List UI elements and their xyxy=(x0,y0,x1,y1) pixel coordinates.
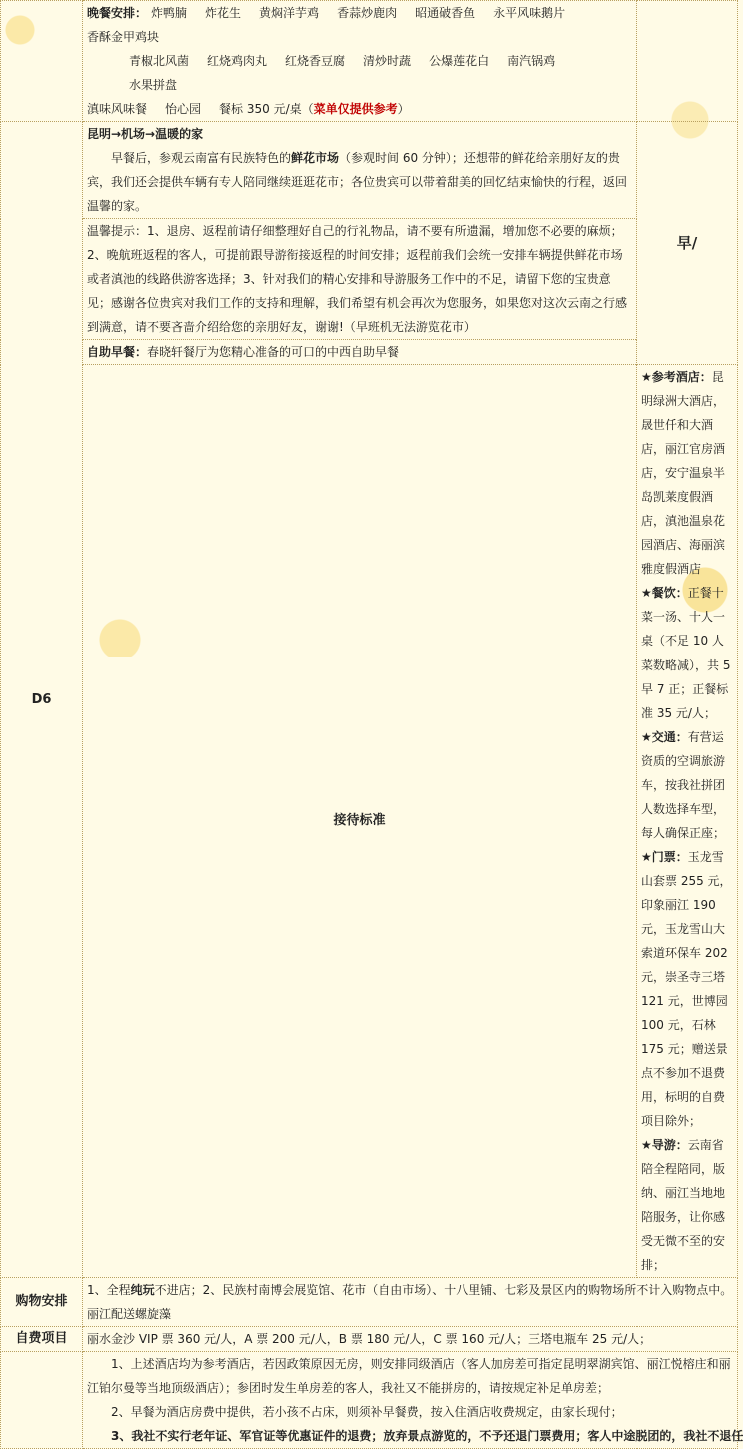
dish: 滇味风味餐 xyxy=(87,102,148,116)
note-3: 3、我社不实行老年证、军官证等优惠证件的退费；放弃景点游览的，不予还退门票费用；客人中途脱团的，我社不退任 xyxy=(111,1429,743,1443)
breakfast-label: 自助早餐： xyxy=(87,345,148,359)
standards-cell xyxy=(637,365,738,1278)
dinner-label: 晚餐安排： xyxy=(87,6,148,20)
breakfast-text: 春晓轩餐厅为您精心准备的可口的中西自助早餐 xyxy=(147,345,400,359)
day-6-paragraph: 早餐后，参观云南富有民族特色的鲜花市场（参观时间 60 分钟）；还想带的鲜花给亲朋好友的贵宾，我们还会提供车辆有专人陪同继续逛逛花市；各位贵宾可以带着甜美的回忆结束愉快的行程，返回温馨的家。 xyxy=(87,151,628,213)
shopping-cell: 1、全程纯玩不进店；2、民族村南博会展览馆、花市（自由市场）、十八里铺、七彩及景区内的购物场所不计入购物点中。丽江配送螺旋藻 xyxy=(83,1278,738,1327)
guide-line: ★导游：云南省陪全程陪同，版纳、丽江当地地陪服务，让你感受无微不至的安排； xyxy=(641,1138,726,1272)
standards-label: 接待标准 xyxy=(83,365,637,1278)
dish: 炸鸭腩 xyxy=(151,6,188,20)
dish: 青椒北风菌 xyxy=(129,54,190,68)
dinner-row xyxy=(1,1,738,122)
notes-row xyxy=(1,1352,738,1449)
shopping-label: 购物安排 xyxy=(1,1278,83,1327)
meal-line: ★餐饮：正餐十菜一汤、十人一桌（不足 10 人菜数略减），共 5 早 7 正；正餐标准 35 元/人； xyxy=(641,586,731,720)
tips-row xyxy=(1,219,738,340)
empty-meal-cell xyxy=(637,1,738,122)
dish: 香酥金甲鸡块 xyxy=(87,30,160,44)
note-1: 1、上述酒店均为参考酒店，若因政策原因无房，则安排同级酒店（客人加房差可指定昆明翠湖宾馆、丽江悦榕庄和丽江铂尔曼等当地顶级酒店）；参团时发生单房差的客人，我社又不能拼房的，请按规定补足单房差； xyxy=(87,1357,731,1395)
tips-cell: 温馨提示：1、退房、返程前请仔细整理好自己的行礼物品，请不要有所遗漏，增加您不必要的麻烦；2、晚航班返程的客人，可提前跟导游衔接返程的时间安排；返程前我们会统一安排车辆提供鲜花市场或者滇池的线路供游客选择；3、针对我们的精心安排和导游服务工作中的不足，请留下您的宝贵意见；感谢各位贵宾对我们工作的支持和理解，我们希望有机会再次为您服务，如果您对这次云南之行感到满意，请不要吝啬介绍给您的亲朋好友，谢谢!（早班机无法游览花市） xyxy=(83,219,637,340)
dish: 南汽锅鸡 xyxy=(507,54,556,68)
dish: 红烧香豆腐 xyxy=(285,54,346,68)
dinner-line-1 xyxy=(87,1,632,49)
optional-row xyxy=(1,1327,738,1352)
day-6-row xyxy=(1,122,738,219)
dish: 香蒜炒鹿肉 xyxy=(337,6,398,20)
dish: 炸花生 xyxy=(205,6,242,20)
hotel-line: ★参考酒店：昆明绿洲大酒店，晟世仟和大酒店，丽江官房酒店，安宁温泉半岛凯莱度假酒店，滇池温泉花园酒店、海丽滨雅度假酒店 xyxy=(641,370,726,576)
breakfast-cell xyxy=(83,340,637,365)
shopping-row xyxy=(1,1278,738,1327)
day-6-intro-cell xyxy=(83,122,637,219)
dinner-cell xyxy=(83,1,637,122)
dish: 黄焖洋芋鸡 xyxy=(259,6,320,20)
notes-empty-label xyxy=(1,1352,83,1449)
note-2: 2、早餐为酒店房费中提供，若小孩不占床，则须补早餐费，按入住酒店收费规定，由家长现付； xyxy=(111,1405,623,1419)
dish: 永平风味鹅片 xyxy=(493,6,566,20)
dinner-note: 菜单仅提供参考 xyxy=(313,102,398,116)
meal-column: 早/ xyxy=(637,122,738,365)
standards-row xyxy=(1,365,738,1278)
ticket-line: ★门票：玉龙雪山套票 255 元，印象丽江 190 元，玉龙雪山大索道环保车 202 元，崇圣寺三塔 121 元，世博园 100 元，石林 175 元；赠送景点不参加不退费用，标明的自费项目除外； xyxy=(641,850,732,1128)
breakfast-row xyxy=(1,340,738,365)
dish: 水果拼盘 xyxy=(129,78,178,92)
route-title: 昆明→机场→温暖的家 xyxy=(87,127,204,141)
empty-day-cell xyxy=(1,1,83,122)
dish: 公爆莲花白 xyxy=(429,54,490,68)
dinner-line-3 xyxy=(87,97,632,121)
notes-cell xyxy=(83,1352,743,1449)
optional-label: 自费项目 xyxy=(1,1327,83,1352)
dish: 清炒时蔬 xyxy=(363,54,412,68)
day-label: D6 xyxy=(1,122,83,1278)
dish: 红烧鸡肉丸 xyxy=(207,54,268,68)
transport-line: ★交通：有营运资质的空调旅游车，按我社拼团人数选择车型，每人确保正座； xyxy=(641,730,726,840)
optional-cell: 丽水金沙 VIP 票 360 元/人，A 票 200 元/人，B 票 180 元/人，C 票 160 元/人；三塔电瓶车 25 元/人； xyxy=(83,1327,738,1352)
dish: 昭通破香鱼 xyxy=(415,6,476,20)
dinner-close: ） xyxy=(397,102,410,116)
dinner-price: 餐标 350 元/桌（ xyxy=(219,102,314,116)
dinner-line-2 xyxy=(87,49,632,97)
restaurant-name: 怡心园 xyxy=(165,102,202,116)
